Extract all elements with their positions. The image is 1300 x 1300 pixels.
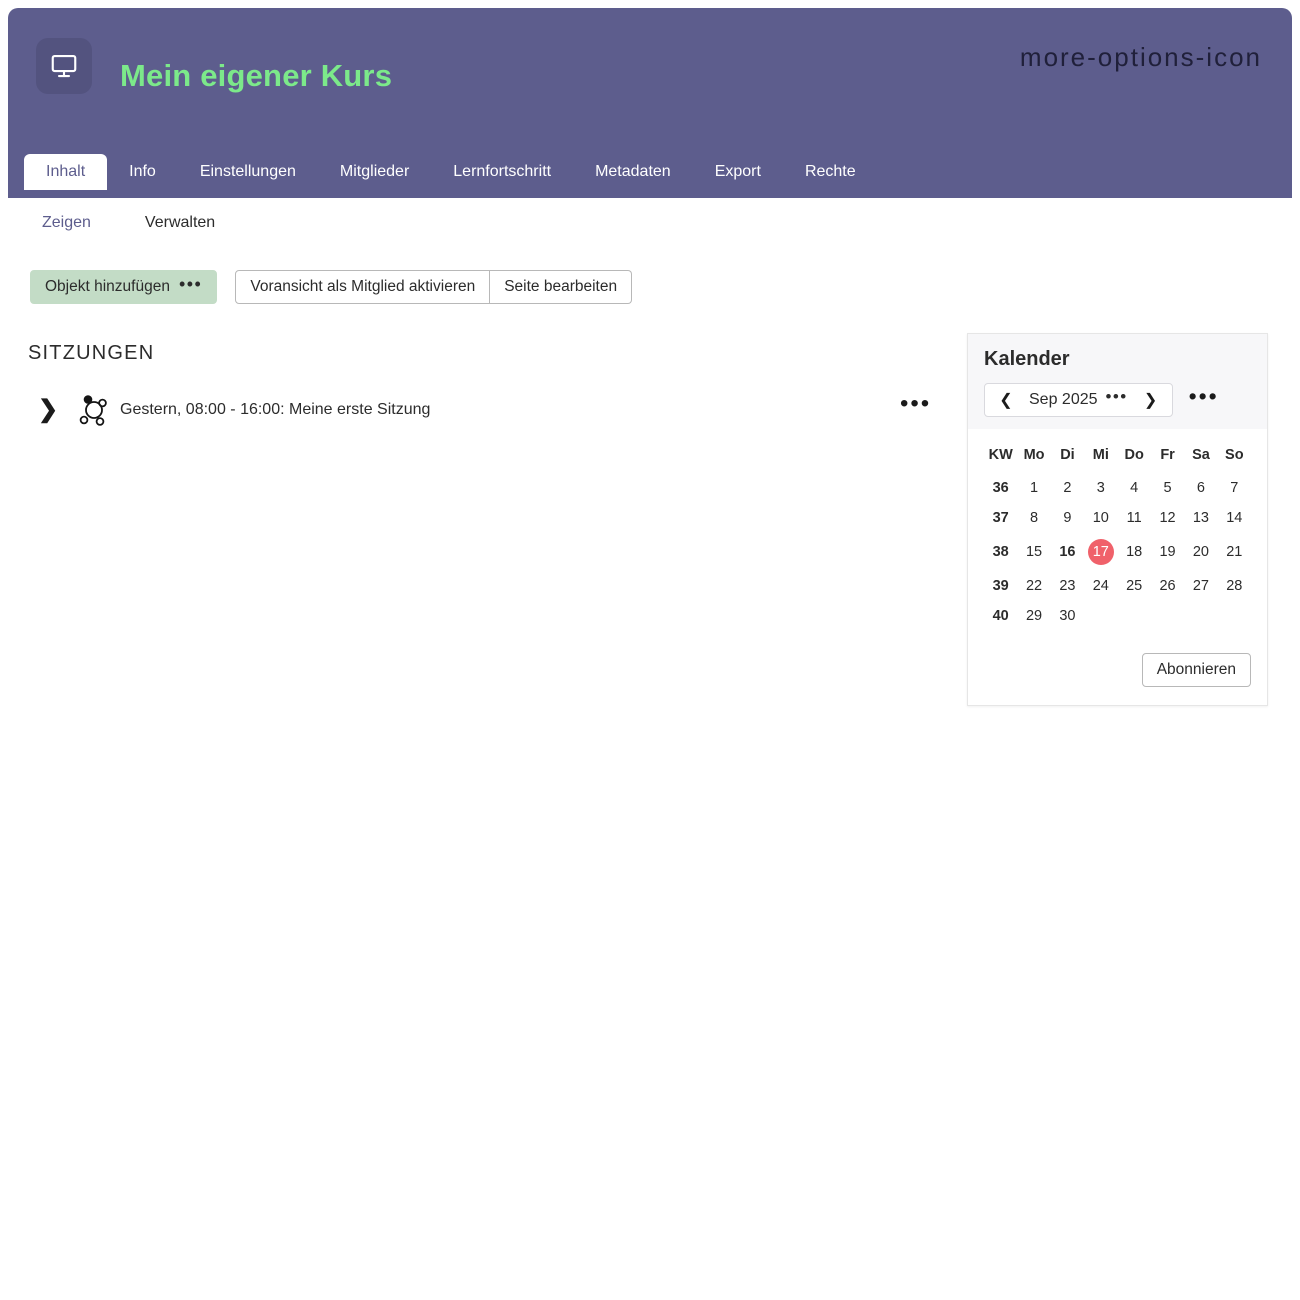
calendar-day[interactable]: 21: [1226, 544, 1243, 560]
calendar-day[interactable]: 22: [1025, 578, 1043, 594]
calendar-header-kw: KW: [988, 447, 1013, 463]
calendar-day-empty: [1151, 601, 1184, 631]
subtab-zeigen[interactable]: Zeigen: [42, 214, 91, 231]
calendar-day[interactable]: 24: [1092, 578, 1109, 594]
calendar-header-mo: Mo: [1023, 447, 1045, 463]
calendar-day[interactable]: 4: [1130, 480, 1139, 496]
calendar-week-row: [984, 571, 1251, 601]
calendar-day-empty: [1218, 601, 1251, 631]
more-options-icon[interactable]: more-options-icon: [1019, 42, 1262, 72]
calendar-week-number: 36: [992, 480, 1009, 496]
toolbar-button-group: [235, 270, 632, 304]
tab-lernfortschritt[interactable]: Lernfortschritt: [453, 163, 552, 180]
calendar-table: [984, 443, 1251, 631]
calendar-week-number: 38: [992, 544, 1009, 560]
action-toolbar: [30, 270, 632, 304]
calendar-week-row: [984, 533, 1251, 571]
tab-inhalt[interactable]: Inhalt: [24, 154, 107, 190]
calendar-day[interactable]: 30: [1059, 608, 1076, 624]
calendar-month-button[interactable]: [1021, 387, 1136, 409]
calendar-header-fr: Fr: [1160, 447, 1175, 463]
calendar-day[interactable]: 28: [1226, 578, 1243, 594]
calendar-day[interactable]: 12: [1159, 510, 1176, 526]
tab-export[interactable]: Export: [714, 163, 761, 180]
tab-info[interactable]: Info: [129, 163, 156, 180]
tab-einstellungen[interactable]: Einstellungen: [199, 163, 296, 180]
sub-tab-bar: [24, 210, 233, 236]
page-title: Mein eigener Kurs: [120, 58, 393, 93]
calendar-title: Kalender: [984, 348, 1070, 370]
calendar-options-icon[interactable]: •••: [1188, 383, 1219, 409]
calendar-week-number: 37: [992, 510, 1009, 526]
calendar-day-selected-marker: 17: [1088, 539, 1114, 565]
calendar-day[interactable]: 20: [1192, 544, 1209, 560]
list-item-actions-icon[interactable]: •••: [900, 390, 932, 417]
calendar-day[interactable]: 1: [1030, 480, 1039, 496]
calendar-week-row: [984, 601, 1251, 631]
calendar-day[interactable]: 18: [1126, 544, 1143, 560]
calendar-nav: [984, 383, 1251, 417]
calendar-header-so: So: [1225, 447, 1244, 463]
edit-page-button[interactable]: Seite bearbeiten: [490, 270, 632, 304]
calendar-day[interactable]: 26: [1159, 578, 1176, 594]
calendar-header: [968, 334, 1267, 429]
calendar-week-row: [984, 503, 1251, 533]
calendar-day[interactable]: 9: [1063, 510, 1072, 526]
calendar-day-selected[interactable]: [1084, 533, 1117, 571]
calendar-day-empty: [1118, 601, 1151, 631]
calendar-month-label: Sep 2025: [1029, 391, 1098, 408]
tab-rechte[interactable]: Rechte: [804, 163, 856, 180]
calendar-day[interactable]: 27: [1192, 578, 1209, 594]
calendar-day-today[interactable]: 16: [1059, 544, 1076, 560]
calendar-day[interactable]: 25: [1126, 578, 1143, 594]
calendar-day[interactable]: 7: [1230, 480, 1239, 496]
calendar-day[interactable]: 10: [1092, 510, 1109, 526]
list-item[interactable]: [28, 388, 938, 432]
add-object-button[interactable]: [30, 270, 217, 304]
calendar-day[interactable]: 8: [1030, 510, 1039, 526]
presentation-screen-icon: [49, 51, 79, 81]
calendar-day[interactable]: 19: [1159, 544, 1176, 560]
calendar-widget: [967, 333, 1268, 706]
add-object-label: Objekt hinzufügen: [45, 278, 170, 295]
calendar-day[interactable]: 15: [1025, 544, 1043, 560]
calendar-day[interactable]: 2: [1063, 480, 1072, 496]
calendar-header-mi: Mi: [1092, 447, 1109, 463]
chevron-left-icon[interactable]: ❮: [999, 392, 1013, 409]
calendar-header-do: Do: [1124, 447, 1144, 463]
calendar-weekday-row: [984, 443, 1251, 473]
calendar-month-dropdown-icon[interactable]: •••: [1105, 387, 1128, 406]
calendar-day[interactable]: 11: [1126, 510, 1142, 526]
main-tab-bar: [24, 154, 878, 190]
calendar-day-empty: [1084, 601, 1117, 631]
calendar-day-empty: [1184, 601, 1217, 631]
block-title-sitzungen: SITZUNGEN: [28, 342, 155, 364]
calendar-day[interactable]: 6: [1196, 480, 1205, 496]
tab-mitglieder[interactable]: Mitglieder: [339, 163, 410, 180]
calendar-week-number: 40: [992, 608, 1009, 624]
calendar-header-sa: Sa: [1192, 447, 1210, 463]
preview-as-member-button[interactable]: Voransicht als Mitglied aktivieren: [235, 270, 490, 304]
calendar-day[interactable]: 5: [1163, 480, 1172, 496]
subscribe-button[interactable]: Abonnieren: [1142, 653, 1251, 687]
calendar-footer: [968, 647, 1267, 705]
list-item-label: Gestern, 08:00 - 16:00: Meine erste Sitzung: [120, 401, 431, 418]
course-logo: [36, 38, 92, 94]
calendar-day[interactable]: 3: [1096, 480, 1105, 496]
calendar-nav-group: [984, 383, 1173, 417]
add-object-dropdown-icon[interactable]: •••: [178, 274, 203, 294]
subtab-verwalten[interactable]: Verwalten: [144, 214, 216, 231]
tab-metadaten[interactable]: Metadaten: [595, 163, 671, 180]
calendar-week-number: 39: [992, 578, 1009, 594]
calendar-day[interactable]: 14: [1226, 510, 1243, 526]
calendar-grid: [968, 429, 1267, 647]
session-group-icon: [68, 389, 120, 431]
calendar-header-di: Di: [1060, 447, 1075, 463]
calendar-day[interactable]: 13: [1192, 510, 1209, 526]
chevron-right-icon[interactable]: ❯: [37, 396, 59, 423]
calendar-day[interactable]: 23: [1059, 578, 1076, 594]
calendar-day[interactable]: 29: [1025, 608, 1043, 624]
calendar-week-row: [984, 473, 1251, 503]
chevron-right-icon[interactable]: ❯: [1143, 392, 1158, 409]
